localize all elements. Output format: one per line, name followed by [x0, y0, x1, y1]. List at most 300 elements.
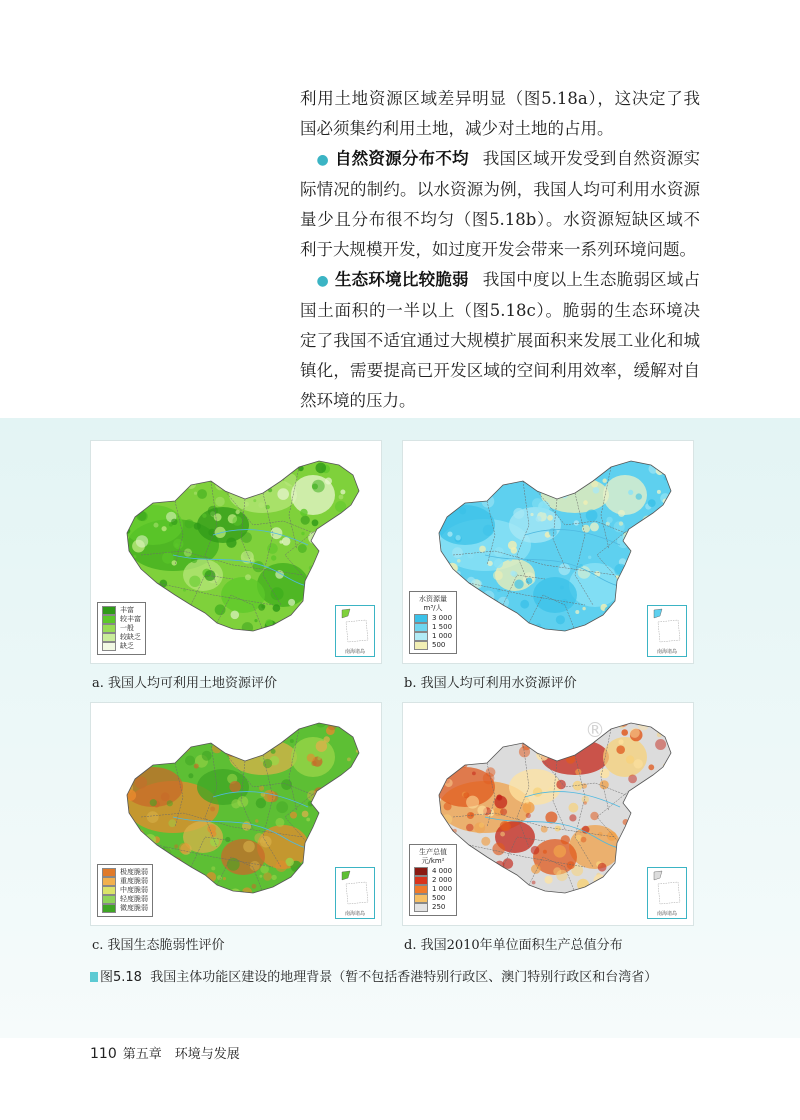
- paragraph-1-text: 利用土地资源区域差异明显（图5.18a），这决定了我国必须集约利用土地，减少对土地的占用。: [300, 89, 700, 138]
- map-texture-dot: [121, 480, 131, 490]
- map-texture-dot: [530, 721, 542, 733]
- map-texture-dot: [640, 792, 651, 803]
- map-texture-dot: [214, 892, 220, 898]
- map-texture-dot: [202, 514, 206, 518]
- map-texture-dot: [121, 726, 126, 731]
- map-texture-dot: [424, 509, 428, 513]
- map-texture-dot: [317, 757, 321, 761]
- map-texture-dot: [325, 568, 334, 577]
- legend-swatch: [102, 868, 116, 877]
- map-zone: [541, 477, 609, 513]
- map-texture-dot: [424, 522, 430, 528]
- map-texture-dot: [323, 589, 328, 594]
- map-texture-dot: [620, 576, 624, 580]
- map-texture-dot: [575, 721, 583, 729]
- map-texture-dot: [301, 516, 310, 525]
- map-texture-dot: [590, 812, 598, 820]
- legend-swatch: [414, 885, 428, 894]
- map-texture-dot: [300, 509, 308, 517]
- map-texture-dot: [122, 479, 128, 485]
- map-texture-dot: [269, 892, 275, 898]
- map-texture-dot: [144, 834, 156, 846]
- map-texture-dot: [245, 574, 251, 580]
- paragraph-3-text: 我国中度以上生态脆弱区域占国土面积的一半以上（图5.18c）。脆弱的生态环境决定了我国不适宜通过大规模扩展面积来发展工业化和城镇化，需要提高已开发区域的空间利用效率，缓解对自然环境的压力。: [300, 270, 701, 410]
- map-texture-dot: [483, 773, 495, 785]
- map-texture-dot: [660, 854, 671, 865]
- map-texture-dot: [326, 555, 331, 560]
- legend-label: 重度脆弱: [120, 877, 148, 885]
- map-texture-dot: [495, 716, 501, 722]
- map-texture-dot: [243, 841, 255, 853]
- legend-swatch: [102, 877, 116, 886]
- map-texture-dot: [495, 480, 499, 484]
- map-texture-dot: [164, 859, 170, 865]
- map-texture-dot: [636, 493, 642, 499]
- map-texture-dot: [355, 821, 360, 826]
- map-texture-dot: [256, 798, 266, 808]
- map-texture-dot: [183, 872, 186, 875]
- map-texture-dot: [330, 551, 337, 558]
- map-texture-dot: [524, 470, 534, 480]
- map-legend: [97, 602, 146, 655]
- legend-swatch: [414, 876, 428, 885]
- map-texture-dot: [128, 560, 135, 567]
- map-texture-dot: [114, 495, 124, 505]
- map-texture-dot: [425, 716, 432, 723]
- map-texture-dot: [638, 856, 647, 865]
- paragraph-2: [300, 144, 700, 265]
- map-caption-b: b. 我国人均可利用水资源评价: [404, 676, 577, 691]
- map-texture-dot: [532, 720, 536, 724]
- map-texture-dot: [488, 894, 498, 904]
- map-texture-dot: [435, 775, 444, 784]
- map-texture-dot: [483, 525, 494, 536]
- map-texture-dot: [574, 520, 579, 525]
- map-texture-dot: [288, 599, 295, 606]
- map-texture-dot: [326, 531, 330, 535]
- map-texture-dot: [263, 790, 275, 802]
- map-texture-dot: [284, 474, 297, 487]
- legend-swatch: [414, 867, 428, 876]
- map-texture-dot: [339, 495, 344, 500]
- map-texture-dot: [117, 821, 124, 828]
- legend-swatch: [102, 615, 116, 624]
- map-texture-dot: [511, 547, 518, 554]
- map-texture-dot: [250, 861, 260, 871]
- map-texture-dot: [340, 551, 351, 562]
- map-texture-dot: [349, 718, 356, 725]
- bullet-icon: ●: [316, 273, 329, 289]
- map-texture-dot: [125, 790, 136, 801]
- map-legend: [97, 864, 153, 917]
- map-texture-dot: [166, 728, 170, 732]
- map-texture-dot: [461, 881, 467, 887]
- map-texture-dot: [259, 875, 262, 878]
- map-texture-dot: [628, 775, 637, 784]
- legend-swatch: [414, 614, 428, 623]
- inset-graphic: [648, 868, 686, 910]
- map-texture-dot: [621, 729, 628, 736]
- map-texture-dot: [508, 716, 514, 722]
- map-texture-dot: [427, 566, 438, 577]
- map-texture-dot: [495, 861, 505, 871]
- map-texture-dot: [354, 732, 362, 740]
- map-texture-dot: [619, 521, 623, 525]
- map-texture-dot: [162, 526, 167, 531]
- map-texture-dot: [500, 832, 505, 837]
- map-texture-dot: [663, 577, 670, 584]
- map-texture-dot: [122, 499, 132, 509]
- map-water-resources: [402, 440, 694, 664]
- map-texture-dot: [276, 860, 288, 872]
- map-texture-dot: [317, 612, 327, 622]
- map-texture-dot: [122, 487, 133, 498]
- map-texture-dot: [583, 500, 588, 505]
- map-texture-dot: [320, 790, 332, 802]
- map-texture-dot: [538, 501, 550, 513]
- map-texture-dot: [171, 725, 179, 733]
- legend-item: [102, 624, 141, 633]
- map-texture-dot: [598, 863, 607, 872]
- map-texture-dot: [328, 798, 336, 806]
- map-texture-dot: [461, 858, 470, 867]
- map-texture-dot: [214, 513, 222, 521]
- map-texture-dot: [112, 452, 121, 461]
- map-texture-dot: [664, 542, 673, 551]
- legend-label: 250: [432, 903, 446, 911]
- map-texture-dot: [468, 631, 476, 639]
- map-texture-dot: [277, 727, 280, 730]
- map-texture-dot: [229, 781, 240, 792]
- map-texture-dot: [526, 578, 533, 585]
- map-texture-dot: [651, 815, 663, 827]
- map-texture-dot: [671, 562, 677, 568]
- map-texture-dot: [279, 540, 282, 543]
- map-texture-dot: [128, 584, 135, 591]
- map-texture-dot: [354, 532, 361, 539]
- map-texture-dot: [259, 786, 264, 791]
- map-texture-dot: [119, 537, 123, 541]
- map-texture-dot: [481, 837, 490, 846]
- map-texture-dot: [590, 522, 599, 531]
- map-texture-dot: [338, 459, 344, 465]
- map-texture-dot: [356, 815, 360, 819]
- map-texture-dot: [479, 546, 486, 553]
- legend-item: [414, 894, 452, 903]
- map-texture-dot: [521, 733, 526, 738]
- map-texture-dot: [492, 843, 505, 856]
- map-texture-dot: [125, 776, 131, 782]
- map-texture-dot: [252, 884, 257, 889]
- legend-swatch: [414, 894, 428, 903]
- map-texture-dot: [472, 772, 476, 776]
- map-texture-dot: [586, 456, 598, 468]
- legend-item: [414, 632, 452, 641]
- map-texture-dot: [159, 580, 167, 588]
- map-texture-dot: [509, 611, 513, 615]
- map-texture-dot: [634, 554, 645, 565]
- map-texture-dot: [583, 459, 588, 464]
- map-texture-dot: [655, 739, 666, 750]
- map-texture-dot: [276, 801, 288, 813]
- map-texture-dot: [569, 803, 579, 813]
- map-texture-dot: [185, 519, 194, 528]
- map-texture-dot: [556, 615, 565, 624]
- map-texture-dot: [521, 631, 532, 642]
- map-texture-dot: [122, 762, 125, 765]
- legend-item: [414, 885, 452, 894]
- map-texture-dot: [310, 838, 318, 846]
- map-texture-dot: [185, 756, 195, 766]
- map-texture-dot: [210, 807, 215, 812]
- paragraph-3: [300, 265, 700, 416]
- map-texture-dot: [477, 806, 487, 816]
- map-texture-dot: [442, 471, 450, 479]
- map-texture-dot: [497, 588, 501, 592]
- legend-item: [102, 606, 141, 615]
- map-texture-dot: [211, 737, 220, 746]
- map-texture-dot: [556, 726, 567, 737]
- map-texture-dot: [556, 780, 566, 790]
- legend-swatch: [414, 641, 428, 650]
- legend-item: [414, 641, 452, 650]
- map-texture-dot: [180, 742, 190, 752]
- map-texture-dot: [628, 490, 633, 495]
- paragraph-2-lead: 自然资源分布不均: [334, 149, 469, 168]
- map-texture-dot: [434, 563, 443, 572]
- map-texture-dot: [641, 521, 652, 532]
- map-texture-dot: [231, 611, 240, 620]
- map-texture-dot: [233, 634, 238, 639]
- legend-item: [102, 877, 148, 886]
- legend-item: [102, 633, 141, 642]
- map-texture-dot: [475, 466, 481, 472]
- map-texture-dot: [256, 489, 260, 493]
- map-texture-dot: [162, 485, 170, 493]
- map-texture-dot: [649, 806, 654, 811]
- map-texture-dot: [593, 487, 600, 494]
- map-texture-dot: [598, 832, 603, 837]
- legend-label: 3 000: [432, 614, 453, 622]
- legend-swatch: [102, 624, 116, 633]
- map-texture-dot: [205, 570, 216, 581]
- map-texture-dot: [275, 733, 279, 737]
- map-texture-dot: [129, 483, 137, 491]
- map-texture-dot: [226, 477, 232, 483]
- map-texture-dot: [178, 729, 188, 739]
- map-texture-dot: [656, 533, 665, 542]
- map-texture-dot: [308, 801, 314, 807]
- map-texture-dot: [479, 871, 487, 879]
- map-zone: [509, 769, 561, 805]
- map-texture-dot: [500, 808, 507, 815]
- map-texture-dot: [226, 538, 236, 548]
- inset-graphic: [336, 606, 374, 648]
- map-texture-dot: [355, 454, 360, 459]
- map-texture-dot: [337, 718, 342, 723]
- map-texture-dot: [607, 831, 617, 841]
- legend-label: 较丰富: [120, 615, 141, 623]
- map-texture-dot: [325, 478, 332, 485]
- map-texture-dot: [553, 867, 561, 875]
- map-texture-dot: [428, 731, 439, 742]
- map-texture-dot: [215, 604, 226, 615]
- legend-label: 1 500: [432, 623, 453, 631]
- map-texture-dot: [460, 599, 473, 612]
- legend-item: [414, 623, 452, 632]
- map-texture-dot: [494, 559, 503, 568]
- map-texture-dot: [435, 791, 439, 795]
- paragraph-3-lead: 生态环境比较脆弱: [334, 270, 469, 289]
- map-texture-dot: [422, 733, 429, 740]
- map-texture-dot: [271, 555, 276, 560]
- map-texture-dot: [508, 557, 512, 561]
- map-texture-dot: [207, 470, 220, 483]
- map-texture-dot: [615, 883, 627, 895]
- map-texture-dot: [660, 831, 672, 843]
- map-texture-dot: [645, 787, 652, 794]
- map-texture-dot: [145, 761, 152, 768]
- map-texture-dot: [545, 876, 553, 884]
- map-texture-dot: [258, 502, 264, 508]
- map-texture-dot: [136, 535, 148, 547]
- map-texture-dot: [435, 521, 442, 528]
- legend-label: 缺乏: [120, 642, 134, 650]
- map-texture-dot: [238, 725, 250, 737]
- legend-item: [102, 868, 148, 877]
- figure-caption-text: 我国主体功能区建设的地理背景（暂不包括香港特别行政区、澳门特别行政区和台湾省）: [150, 970, 658, 985]
- map-texture-dot: [526, 813, 531, 818]
- inset-graphic: [648, 606, 686, 648]
- map-texture-dot: [197, 489, 207, 499]
- map-texture-dot: [315, 716, 326, 727]
- caption-marker-icon: [90, 972, 98, 982]
- map-texture-dot: [605, 606, 614, 615]
- map-texture-dot: [233, 717, 245, 729]
- inset-graphic: [336, 868, 374, 910]
- map-texture-dot: [346, 527, 350, 531]
- map-texture-dot: [241, 532, 252, 543]
- legend-item: [102, 642, 141, 651]
- map-texture-dot: [174, 629, 185, 640]
- map-texture-dot: [307, 754, 315, 762]
- south-china-sea-inset: [335, 605, 375, 657]
- legend-item: [102, 895, 148, 904]
- inset-label: 南海诸岛: [344, 911, 365, 917]
- figure-number: 图5.18: [100, 970, 142, 985]
- chapter-title: 第五章 环境与发展: [122, 1047, 240, 1062]
- legend-label: 4 000: [432, 867, 453, 875]
- legend-item: [102, 615, 141, 624]
- legend-label: 丰富: [120, 606, 134, 614]
- map-texture-dot: [358, 769, 365, 776]
- map-texture-dot: [666, 851, 678, 863]
- map-texture-dot: [161, 792, 170, 801]
- map-texture-dot: [236, 510, 240, 514]
- map-texture-dot: [463, 792, 469, 798]
- map-texture-dot: [513, 508, 524, 519]
- map-texture-dot: [136, 486, 142, 492]
- map-land-resources: [90, 440, 382, 664]
- map-texture-dot: [532, 881, 536, 885]
- map-texture-dot: [618, 739, 623, 744]
- map-texture-dot: [154, 523, 159, 528]
- map-texture-dot: [341, 563, 351, 573]
- map-texture-dot: [447, 532, 452, 537]
- map-texture-dot: [586, 510, 598, 522]
- map-texture-dot: [521, 883, 526, 888]
- map-texture-dot: [255, 819, 258, 822]
- map-texture-dot: [312, 519, 319, 526]
- map-texture-dot: [523, 802, 535, 814]
- legend-item: [414, 867, 452, 876]
- map-texture-dot: [603, 479, 607, 483]
- legend-swatch: [102, 633, 116, 642]
- map-texture-dot: [466, 824, 474, 832]
- map-texture-dot: [172, 632, 177, 637]
- map-texture-dot: [194, 523, 201, 530]
- map-eco-fragility: [90, 702, 382, 926]
- map-gdp-density: [402, 702, 694, 926]
- legend-label: 极度脆弱: [120, 868, 148, 876]
- map-texture-dot: [459, 507, 466, 514]
- map-texture-dot: [421, 734, 434, 747]
- south-china-sea-inset: [335, 867, 375, 919]
- map-texture-dot: [260, 836, 272, 848]
- map-texture-dot: [312, 480, 325, 493]
- legend-label: 中度脆弱: [120, 886, 148, 894]
- map-texture-dot: [626, 755, 634, 763]
- map-texture-dot: [646, 557, 650, 561]
- map-texture-dot: [275, 818, 284, 827]
- map-texture-dot: [649, 818, 653, 822]
- map-texture-dot: [258, 604, 265, 611]
- map-texture-dot: [450, 745, 457, 752]
- map-zone: [603, 737, 647, 777]
- south-china-sea-inset: [647, 867, 687, 919]
- map-legend: [409, 591, 457, 654]
- map-texture-dot: [474, 822, 485, 833]
- inset-label: 南海诸岛: [656, 649, 677, 655]
- map-texture-dot: [133, 829, 144, 840]
- legend-swatch: [102, 904, 116, 913]
- map-zone: [123, 505, 183, 545]
- map-texture-dot: [340, 490, 345, 495]
- map-texture-dot: [657, 781, 666, 790]
- map-texture-dot: [557, 826, 561, 830]
- map-texture-dot: [213, 466, 223, 476]
- registered-watermark: ®: [585, 718, 605, 742]
- map-texture-dot: [662, 570, 669, 577]
- figure-caption: [90, 966, 657, 985]
- map-texture-dot: [194, 900, 197, 903]
- map-texture-dot: [194, 492, 197, 495]
- map-texture-dot: [494, 796, 507, 809]
- map-texture-dot: [325, 542, 330, 547]
- map-texture-dot: [147, 811, 159, 823]
- map-texture-dot: [657, 490, 661, 494]
- map-texture-dot: [346, 546, 352, 552]
- map-texture-dot: [188, 773, 193, 778]
- map-texture-dot: [470, 813, 474, 817]
- map-texture-dot: [352, 779, 361, 788]
- map-texture-dot: [464, 752, 475, 763]
- legend-item: [414, 614, 452, 623]
- map-texture-dot: [531, 864, 541, 874]
- map-texture-dot: [504, 630, 516, 642]
- map-texture-dot: [446, 563, 457, 574]
- legend-label: 1 000: [432, 632, 453, 640]
